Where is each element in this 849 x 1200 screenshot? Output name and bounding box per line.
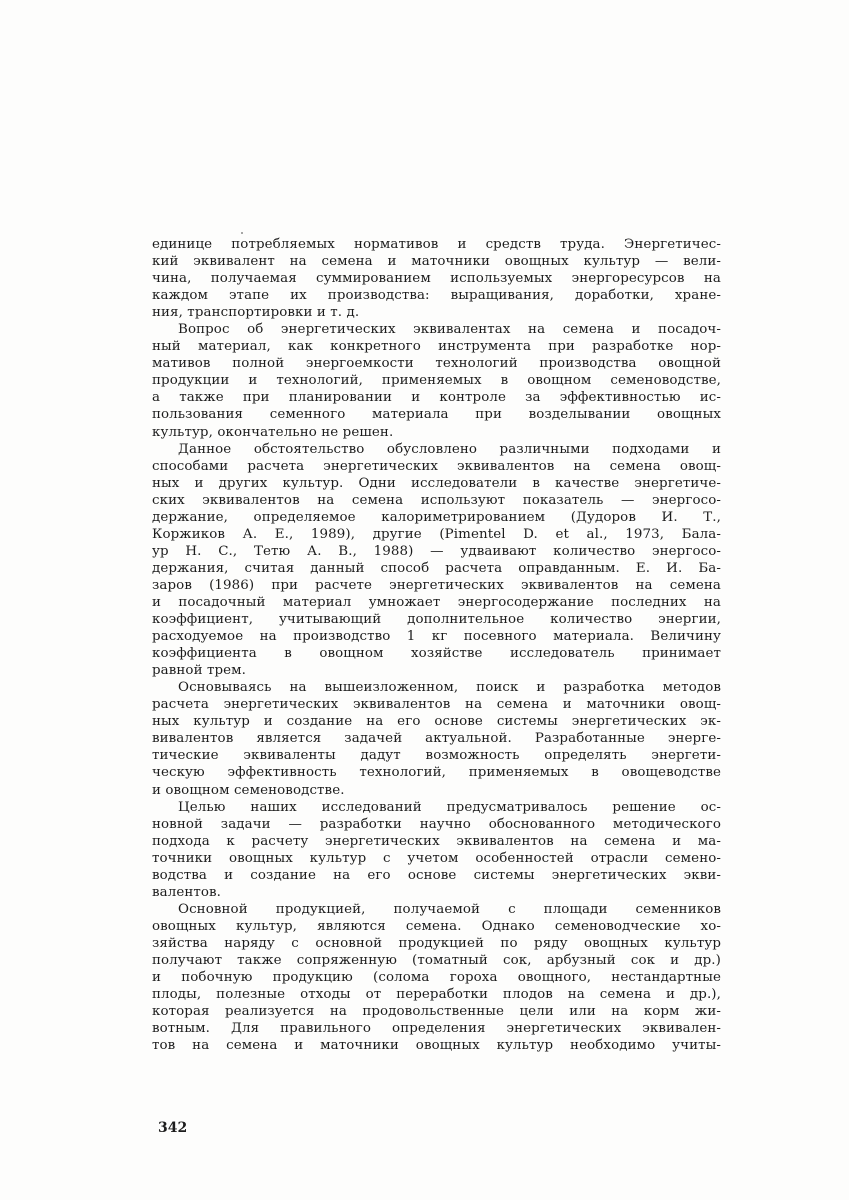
text-line: Вопрос об энергетических эквивалентах на семена и посадоч-	[178, 322, 721, 338]
text-line: коэффициент, учитывающий дополнительное количество энергии,	[152, 612, 721, 628]
text-line: тические эквиваленты дадут возможность определять энергети-	[152, 748, 721, 764]
text-line: ния, транспортировки и т. д.	[152, 305, 360, 321]
text-line: Данное обстоятельство обусловлено различными подходами и	[178, 441, 721, 457]
text-line: получают также сопряженную (томатный сок, арбузный сок и др.)	[152, 952, 721, 968]
text-line: держание, определяемое калориметрированием (Дудоров И. Т.,	[152, 509, 721, 525]
text-line: вотным. Для правильного определения энергетических эквивален-	[152, 1021, 721, 1037]
text-line: и посадочный материал умножает энергосодержание последних на	[152, 594, 721, 610]
text-line: способами расчета энергетических эквивалентов на семена овощ-	[152, 458, 721, 474]
text-line: держания, считая данный способ расчета оправданным. Е. И. Ба-	[152, 560, 721, 576]
text-line: валентов.	[152, 884, 222, 900]
text-line: кий эквивалент на семена и маточники овощных культур — вели-	[152, 254, 721, 270]
text-line: ных культур и создание на его основе системы энергетических эк-	[152, 714, 721, 730]
text-line: водства и создание на его основе системы энергетических экви-	[152, 867, 721, 883]
text-line: единице потребляемых нормативов и средств труда. Энергетичес-	[152, 237, 721, 252]
text-line: чина, получаемая суммированием используемых энергоресурсов на	[152, 271, 721, 287]
text-line: ный материал, как конкретного инструмента при разработке нор-	[152, 339, 721, 355]
body-text	[152, 236, 721, 1054]
text-line: Коржиков А. Е., 1989), другие (Pimentel D. et al., 1973, Бала-	[152, 526, 721, 542]
text-line: зяйства наряду с основной продукцией по ряду овощных культур	[152, 935, 721, 951]
text-line: которая реализуется на продовольственные цели или на корм жи-	[152, 1004, 721, 1020]
text-line: новной задачи — разработки научно обоснованного методического	[152, 816, 721, 832]
text-line: плоды, полезные отходы от переработки плодов на семена и др.),	[152, 987, 721, 1003]
text-line: культур, окончательно не решен.	[152, 424, 394, 440]
text-line: коэффициента в овощном хозяйстве исследователь принимает	[152, 646, 721, 662]
text-line: тов на семена и маточники овощных культур необходимо учиты-	[152, 1038, 721, 1054]
text-line: и побочную продукцию (солома гороха овощного, нестандартные	[152, 970, 721, 986]
text-line: расходуемое на производство 1 кг посевного материала. Величину	[152, 629, 721, 645]
text-line: равной трем.	[152, 663, 247, 679]
text-line: ур Н. С., Тетю А. В., 1988) — удваивают количество энергосо-	[152, 543, 721, 559]
text-line: а также при планировании и контроле за эффективностью ис-	[152, 390, 721, 406]
text-line: продукции и технологий, применяемых в овощном семеноводстве,	[152, 373, 721, 389]
text-line: заров (1986) при расчете энергетических эквивалентов на семена	[152, 577, 721, 593]
text-line: расчета энергетических эквивалентов на семена и маточники овощ-	[152, 697, 721, 713]
text-line: вивалентов является задачей актуальной. Разработанные энерге-	[152, 731, 721, 747]
text-line: каждом этапе их производства: выращивания, доработки, хране-	[152, 288, 721, 304]
scan-speck	[241, 232, 243, 234]
text-line: Целью наших исследований предусматривалось решение ос-	[178, 799, 721, 815]
text-line: овощных культур, являются семена. Однако семеноводческие хо-	[152, 918, 721, 934]
text-line: точники овощных культур с учетом особенностей отрасли семено-	[152, 850, 721, 866]
text-line: Основной продукцией, получаемой с площади семенников	[178, 901, 721, 917]
page-number: 342	[158, 1120, 188, 1136]
text-line: и овощном семеноводстве.	[152, 782, 345, 798]
text-line: ных и других культур. Одни исследователи в качестве энергетиче-	[152, 475, 721, 491]
text-line: ческую эффективность технологий, применяемых в овощеводстве	[152, 765, 721, 781]
text-line: Основываясь на вышеизложенном, поиск и разработка методов	[178, 680, 721, 696]
text-line: пользования семенного материала при возделывании овощных	[152, 407, 721, 423]
text-line: ских эквивалентов на семена используют показатель — энергосо-	[152, 492, 721, 508]
text-line: подхода к расчету энергетических эквивалентов на семена и ма-	[152, 833, 721, 849]
text-line: мативов полной энергоемкости технологий производства овощной	[152, 356, 721, 372]
